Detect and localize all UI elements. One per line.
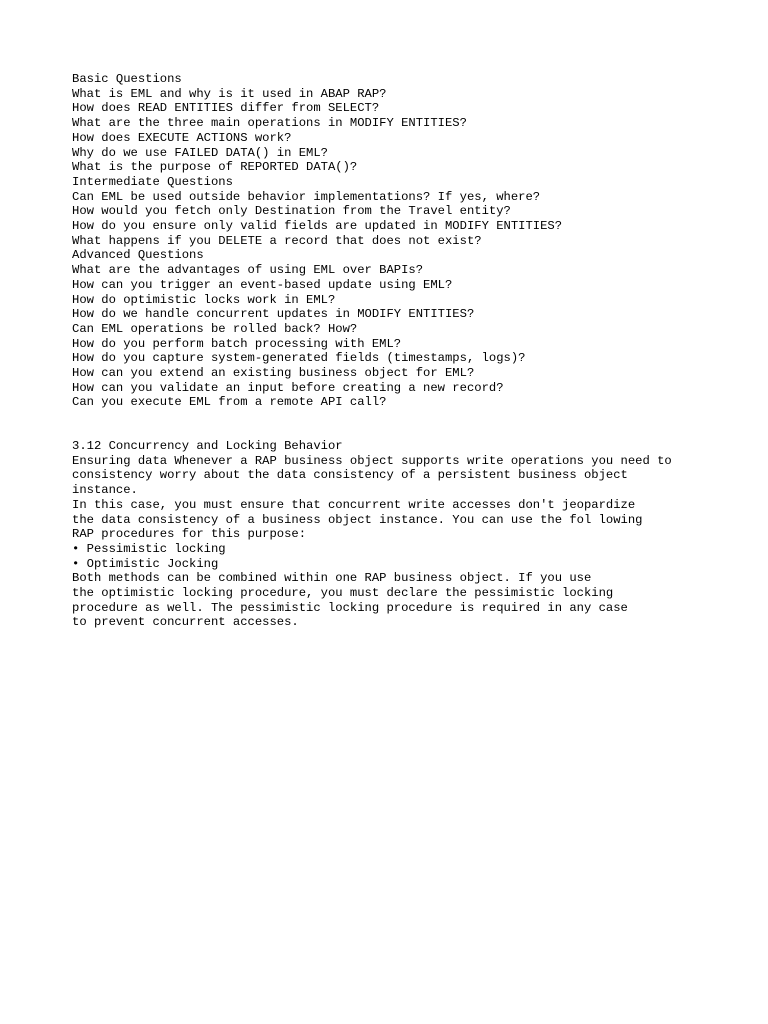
paragraph-line: the data consistency of a business object instance. You can use the fol lowing: [72, 512, 643, 527]
question-line: What is the purpose of REPORTED DATA()?: [72, 160, 358, 175]
paragraph-line: In this case, you must ensure that concurrent write accesses don't jeopardize: [72, 497, 636, 512]
question-line: How can you extend an existing business object for EML?: [72, 366, 475, 381]
question-line: How do you perform batch processing with EML?: [72, 336, 402, 351]
question-line: Can EML operations be rolled back? How?: [72, 321, 358, 336]
question-line: Can you execute EML from a remote API call?: [72, 395, 387, 410]
paragraph-line: to prevent concurrent accesses.: [72, 615, 299, 630]
question-line: How do optimistic locks work in EML?: [72, 292, 336, 307]
question-line: Why do we use FAILED DATA() in EML?: [72, 145, 328, 160]
question-line: Can EML be used outside behavior implementations? If yes, where?: [72, 189, 541, 204]
concurrency-section: [72, 439, 752, 630]
question-line: What happens if you DELETE a record that does not exist?: [72, 233, 482, 248]
paragraph-line: RAP procedures for this purpose:: [72, 527, 307, 542]
question-line: How do we handle concurrent updates in MODIFY ENTITIES?: [72, 307, 475, 322]
question-line: How would you fetch only Destination from the Travel entity?: [72, 204, 511, 219]
question-line: How does EXECUTE ACTIONS work?: [72, 130, 292, 145]
paragraph-line: the optimistic locking procedure, you must declare the pessimistic locking: [72, 586, 614, 601]
question-line: How does READ ENTITIES differ from SELECT?: [72, 101, 380, 116]
question-line: How can you validate an input before creating a new record?: [72, 380, 504, 395]
section-heading-intermediate: Intermediate Questions: [72, 174, 233, 189]
bullet-item: • Pessimistic locking: [72, 541, 226, 556]
paragraph-line: consistency worry about the data consistency of a persistent business object: [72, 468, 628, 483]
question-line: How do you ensure only valid fields are updated in MODIFY ENTITIES?: [72, 219, 563, 234]
section-heading-advanced: Advanced Questions: [72, 248, 204, 263]
question-line: What are the three main operations in MODIFY ENTITIES?: [72, 116, 467, 131]
question-line: How do you capture system-generated fields (timestamps, logs)?: [72, 351, 526, 366]
questions-section: [72, 72, 752, 410]
paragraph-line: procedure as well. The pessimistic locking procedure is required in any case: [72, 600, 628, 615]
paragraph-line: Both methods can be combined within one RAP business object. If you use: [72, 571, 592, 586]
section-heading-concurrency: 3.12 Concurrency and Locking Behavior: [72, 439, 343, 453]
question-line: What is EML and why is it used in ABAP RAP?: [72, 86, 387, 101]
paragraph-line: instance.: [72, 483, 138, 498]
section-heading-basic: Basic Questions: [72, 72, 182, 86]
question-line: What are the advantages of using EML over BAPIs?: [72, 263, 424, 278]
paragraph-line: Ensuring data Whenever a RAP business object supports write operations you need to: [72, 453, 672, 468]
bullet-item: • Optimistic Jocking: [72, 556, 219, 571]
question-line: How can you trigger an event-based update using EML?: [72, 277, 453, 292]
